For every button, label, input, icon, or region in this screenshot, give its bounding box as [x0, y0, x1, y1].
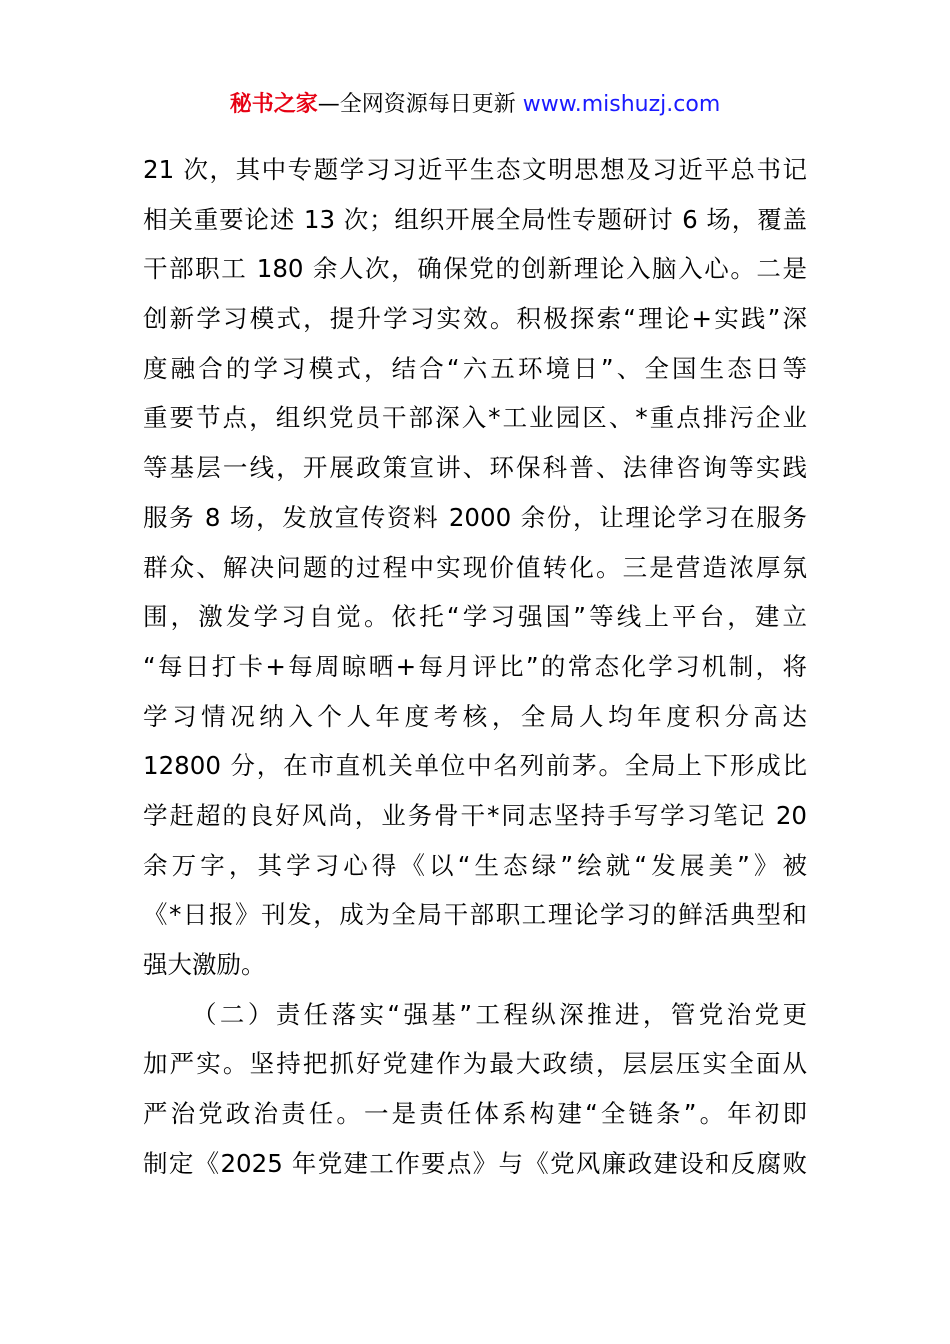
- text-line: 等基层一线，开展政策宣讲、环保科普、法律咨询等实践: [143, 453, 807, 483]
- text-line: 严治党政治责任。一是责任体系构建“全链条”。年初即: [143, 1099, 807, 1129]
- site-header: [0, 88, 950, 122]
- text-line: 干部职工 180 余人次，确保党的创新理论入脑入心。二是: [143, 254, 807, 284]
- paragraph-end-line: 强大激励。: [143, 950, 266, 979]
- text-line: 12800 分，在市直机关单位中名列前茅。全局上下形成比: [143, 751, 807, 781]
- site-brand-name: 秘书之家: [229, 92, 318, 117]
- text-line: 服务 8 场，发放宣传资料 2000 余份，让理论学习在服务: [143, 502, 807, 532]
- text-line: 群众、解决问题的过程中实现价值转化。三是营造浓厚氛: [143, 552, 807, 582]
- text-line: 学习情况纳入个人年度考核，全局人均年度积分高达: [143, 701, 807, 731]
- text-line: 《*日报》刊发，成为全局干部职工理论学习的鲜活典型和: [143, 900, 807, 930]
- text-line: 21 次，其中专题学习习近平生态文明思想及习近平总书记: [143, 155, 807, 184]
- text-line: 相关重要论述 13 次；组织开展全局性专题研讨 6 场，覆盖: [143, 204, 807, 234]
- text-line: 制定《2025 年党建工作要点》与《党风廉政建设和反腐败: [143, 1148, 807, 1178]
- text-line: 重要节点，组织党员干部深入*工业园区、*重点排污企业: [143, 403, 807, 433]
- text-line: 围，激发学习自觉。依托“学习强国”等线上平台，建立: [143, 602, 807, 632]
- site-tagline: —全网资源每日更新: [317, 92, 523, 117]
- text-line: 创新学习模式，提升学习实效。积极探索“理论+实践”深: [143, 304, 807, 334]
- section-heading-line: （二）责任落实“强基”工程纵深推进，管党治党更: [192, 999, 807, 1029]
- text-line: 学赶超的良好风尚，业务骨干*同志坚持手写学习笔记 20: [143, 800, 807, 830]
- site-url-link[interactable]: www.mishuzj.com: [522, 92, 721, 117]
- document-body: [143, 145, 807, 1188]
- text-line: 余万字，其学习心得《以“生态绿”绘就“发展美”》被: [143, 850, 807, 880]
- text-line: “每日打卡+每周晾晒+每月评比”的常态化学习机制，将: [143, 651, 807, 681]
- text-line: 加严实。坚持把抓好党建作为最大政绩，层层压实全面从: [143, 1049, 807, 1079]
- text-line: 度融合的学习模式，结合“六五环境日”、全国生态日等: [143, 353, 807, 383]
